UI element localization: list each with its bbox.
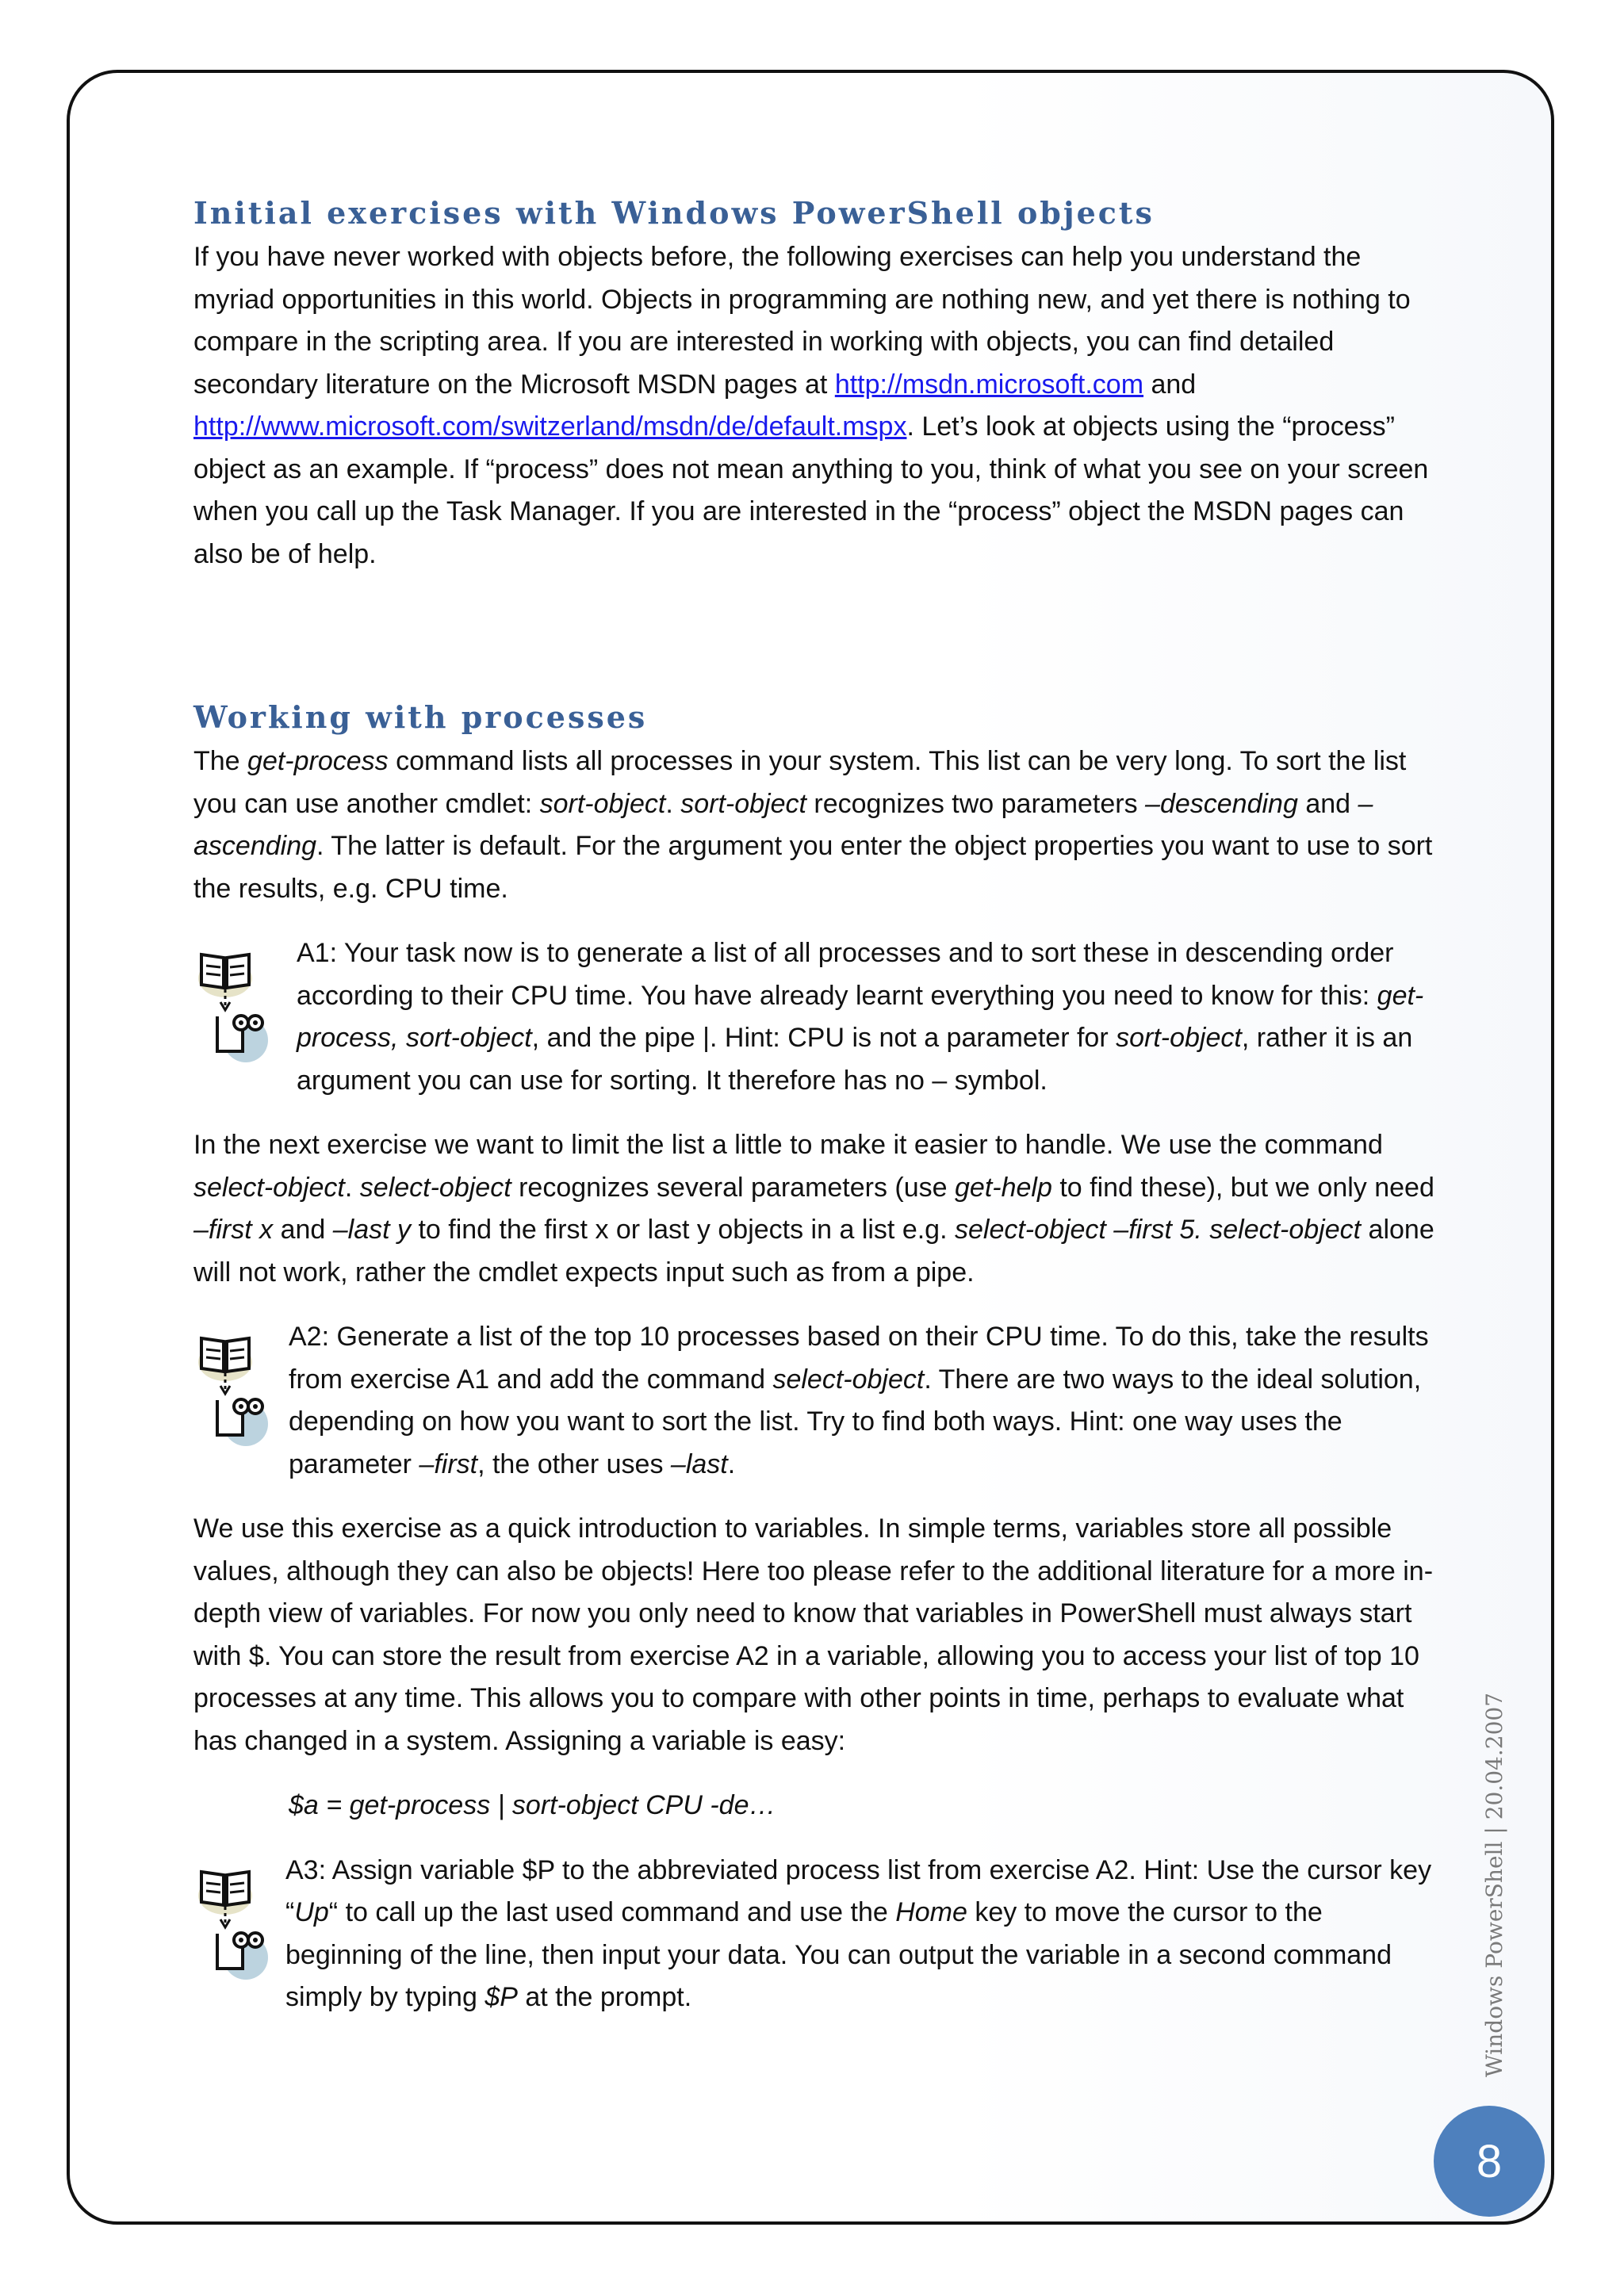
page-number-badge: 8 xyxy=(1434,2106,1545,2217)
section-heading-processes: Working with processes xyxy=(193,699,648,735)
msdn-link[interactable]: http://msdn.microsoft.com xyxy=(834,369,1144,400)
exercise-a1 xyxy=(193,932,1446,1102)
msdn-switzerland-link[interactable]: http://www.microsoft.com/switzerland/msdn/de/default.mspx xyxy=(193,411,907,442)
page-content xyxy=(193,190,1446,2042)
footer-side-text: Windows PowerShell | 20.04.2007 xyxy=(1481,1692,1507,2077)
code-example: $a = get-process | sort-object CPU -de… xyxy=(289,1790,776,1820)
exercise-a3-text: A3: Assign variable $P to the abbreviated process list from exercise A2. Hint: Use the cursor key “Up“ to call up the last used command and use the Home key to move the cursor to the beginning of the line, then input your data. You can output the variable in a second command simply by typing $P at the prompt. xyxy=(285,1854,1432,2012)
variables-paragraph: We use this exercise as a quick introduction to variables. In simple terms, variables store all possible values, although they can also be objects! Here too please refer to the additional literature for a more in-depth view of variables. For now you only need to know that variables in PowerShell must always start with $. You can store the result from exercise A2 in a variable, allowing you to access your list of top 10 processes at any time. This allows you to compare with other points in time, perhaps to evaluate what has changed in a system. Assigning a variable is easy: xyxy=(193,1513,1434,1756)
book-reader-icon xyxy=(193,1858,281,1984)
intro-paragraph: If you have never worked with objects before, the following exercises can help you understand the myriad opportunities in this world. Objects in programming are nothing new, and yet there is nothing to compare in the scripting area. If you are interested in working with objects, you can find detailed secondary literature on the Microsoft MSDN pages at http://msdn.microsoft.com and http://www.microsoft.com/switzerland/msdn/de/default.mspx. Let’s look at objects using the “process” object as an example. If “process” does not mean anything to you, think of what you see on your screen when you call up the Task Manager. If you are interested in the “process” object the MSDN pages can also be of help. xyxy=(193,242,1429,569)
section-heading-initial: Initial exercises with Windows PowerShell objects xyxy=(193,195,1155,231)
exercise-a1-text: A1: Your task now is to generate a list of all processes and to sort these in descending order according to their CPU time. You have already learnt everything you need to know for this: get-process, sort-object, and the pipe |. Hint: CPU is not a parameter for sort-object, rather it is an argument you can use for sorting. It therefore has no – symbol. xyxy=(297,938,1424,1096)
exercise-a2 xyxy=(193,1316,1446,1486)
exercise-a2-text: A2: Generate a list of the top 10 processes based on their CPU time. To do this, take the results from exercise A1 and add the command select-object. There are two ways to the ideal solution, depending on how you want to sort the list. Try to find both ways. Hint: one way uses the parameter –first, the other uses –last. xyxy=(289,1322,1429,1479)
exercise-a3 xyxy=(193,1850,1446,2019)
get-process-paragraph: The get-process command lists all processes in your system. This list can be very long. To sort the list you can use another cmdlet: sort-object. sort-object recognizes two parameters –descending and –ascending. The latter is default. For the argument you enter the object properties you want to use to sort the results, e.g. CPU time. xyxy=(193,746,1433,904)
book-reader-icon xyxy=(193,940,281,1067)
book-reader-icon xyxy=(193,1324,281,1451)
select-object-paragraph: In the next exercise we want to limit the list a little to make it easier to handle. We use the command select-object. select-object recognizes several parameters (use get-help to find these), but we only need –first x and –last y to find the first x or last y objects in a list e.g. select-object –first 5. select-object alone will not work, rather the cmdlet expects input such as from a pipe. xyxy=(193,1130,1434,1288)
